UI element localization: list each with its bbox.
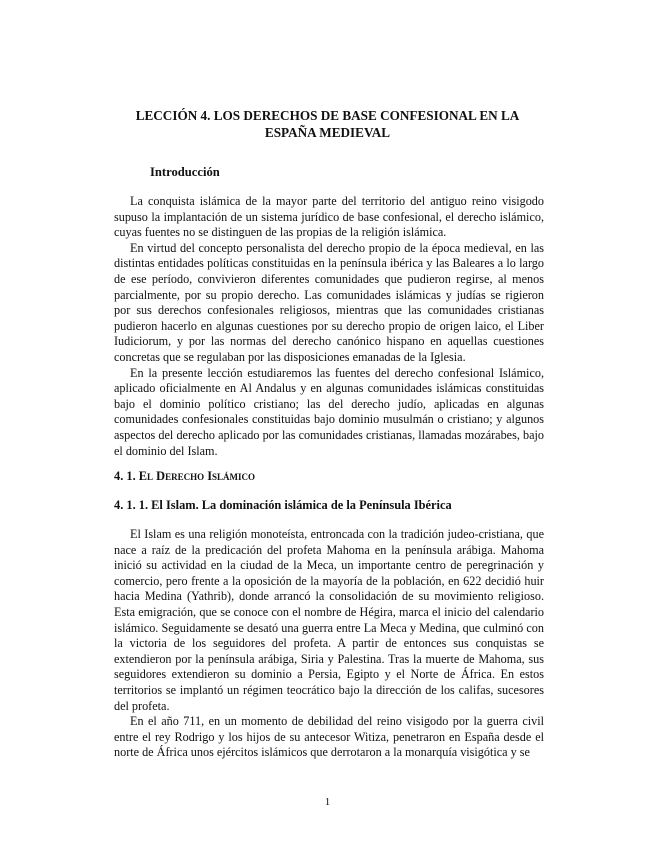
- intro-paragraph: En virtud del concepto personalista del derecho propio de la época medieval, en las distintas entidades políticas constituidas en la península ibérica y las Baleares a lo largo de ese período, convivieron diferentes comunidades que pudieron regirse, al menos parcialmente, por su propio derecho. Las comunidades islámicas y judías se rigieron por sus derechos confesionales religiosos, mientras que las comunidades cristianas pudieron hacerlo en algunas cuestiones por su derecho propio de origen laico, el Liber Iudiciorum, y por las normas del derecho canónico hispano en aquellas cuestiones concretas que se regulaban por las disposiciones emanadas de la Iglesia.: [114, 240, 544, 364]
- body-paragraph: El Islam es una religión monoteísta, entroncada con la tradición judeo-cristiana, que nace a raíz de la predicación del profeta Mahoma en la península arábiga. Mahoma inició su actividad en la ciudad de la Meca, un importante centro de peregrinación y comercio, pero frente a la oposición de la mayoría de la población, en 622 decidió huir hacia Medina (Yathrib), donde arrancó la consolidación de su movimiento religioso. Esta emigración, que se conoce con el nombre de Hégira, marca el inicio del calendario islámico. Seguidamente se desató una guerra entre La Meca y Medina, que culminó con la victoria de los seguidores del profeta. A partir de entonces sus conquistas se extendieron por la península arábiga, Siria y Palestina. Tras la muerte de Mahoma, sus seguidores extendieron su dominio a Persia, Egipto y el Norte de África. En estos territorios se implantó un régimen teocrático bajo la dirección de los califas, sucesores del profeta.: [114, 527, 544, 713]
- intro-paragraph: La conquista islámica de la mayor parte del territorio del antiguo reino visigodo supuso la implantación de un sistema jurídico de base confesional, el derecho islámico, cuyas fuentes no se distinguen de las propias de la religión islámica.: [114, 194, 544, 240]
- lesson-title: LECCIÓN 4. LOS DERECHOS DE BASE CONFESIONAL EN LA ESPAÑA MEDIEVAL: [135, 108, 520, 140]
- page-number: 1: [324, 796, 331, 808]
- intro-section: [114, 194, 544, 459]
- body-paragraph: En el año 711, en un momento de debilidad del reino visigodo por la guerra civil entre el rey Rodrigo y los hijos de su antecesor Witiza, penetraron en España desde el norte de África unos ejércitos islámicos que derrotaron a la monarquía visigótica y se: [114, 714, 544, 760]
- subsection-heading-islam: 4. 1. 1. El Islam. La dominación islámica de la Península Ibérica: [114, 498, 452, 512]
- intro-heading: Introducción: [150, 165, 220, 179]
- intro-paragraph: En la presente lección estudiaremos las fuentes del derecho confesional Islámico, aplicado oficialmente en Al Andalus y en algunas comunidades islámicas constituidas bajo el dominio político cristiano; las del derecho judío, aplicadas en algunas comunidades confesionales constituidas bajo dominio musulmán o cristiano; y algunos aspectos del derecho aplicado por las comunidades cristianas, llamadas mozárabes, bajo el dominio del Islam.: [114, 365, 544, 458]
- section-heading-derecho-islamico: 4. 1. El Derecho Islámico: [114, 469, 256, 483]
- islam-section: [114, 527, 544, 761]
